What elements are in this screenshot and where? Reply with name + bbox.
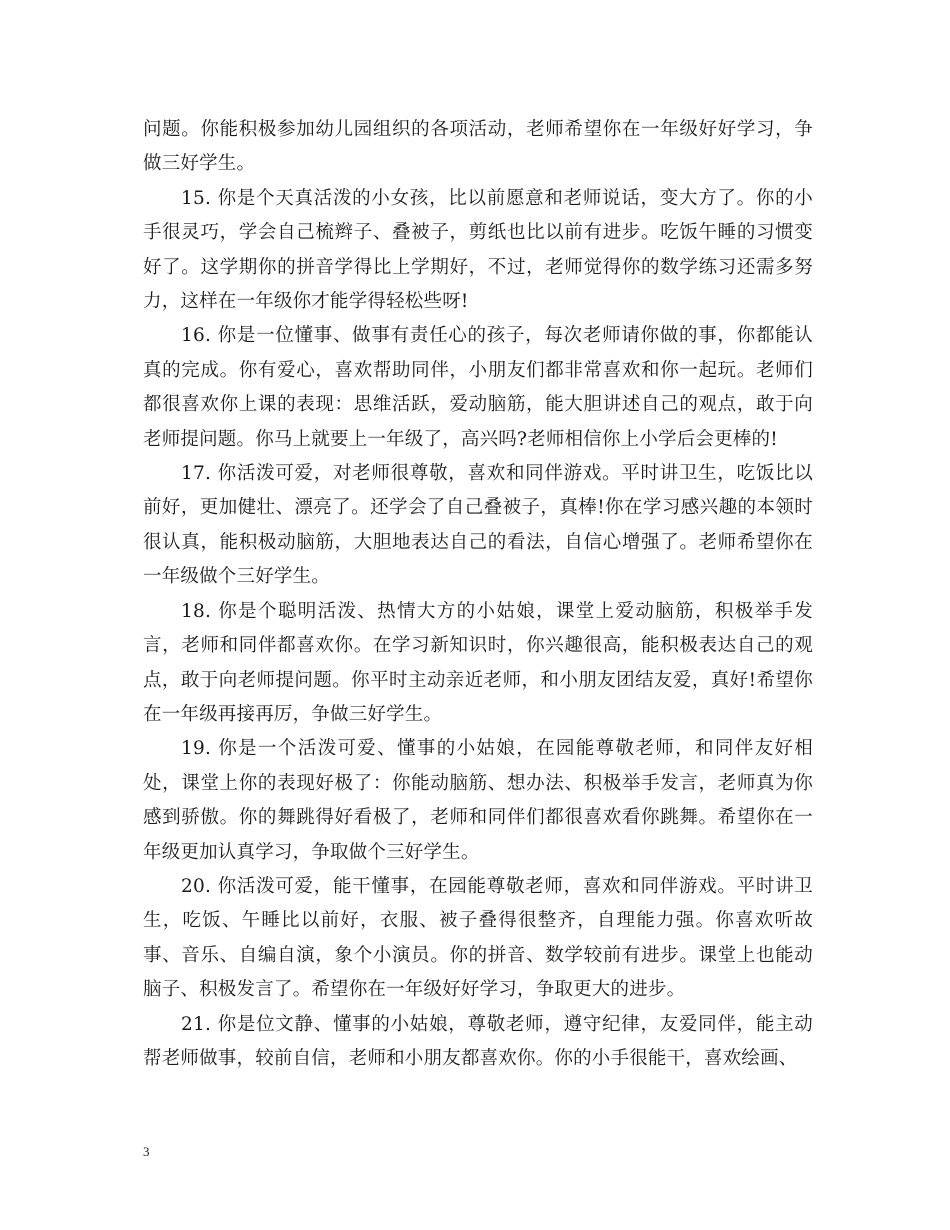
body-text [143,113,813,1076]
paragraph-18: 18. 你是个聪明活泼、热情大方的小姑娘，课堂上爱动脑筋，积极举手发言，老师和同伴都喜欢你。在学习新知识时，你兴趣很高，能积极表达自己的观点，敢于向老师提问题。你平时主动亲近老师，和小朋友团结友爱，真好!希望你在一年级再接再厉，争做三好学生。 [143,600,813,725]
paragraph-17: 17. 你活泼可爱，对老师很尊敬，喜欢和同伴游戏。平时讲卫生，吃饭比以前好，更加健壮、漂亮了。还学会了自己叠被子，真棒!你在学习感兴趣的本领时很认真，能积极动脑筋，大胆地表达自己的看法，自信心增强了。老师希望你在一年级做个三好学生。 [143,463,813,588]
page-number: 3 [143,1144,150,1159]
paragraph-21: 21. 你是位文静、懂事的小姑娘，尊敬老师，遵守纪律，友爱同伴，能主动帮老师做事，较前自信，老师和小朋友都喜欢你。你的小手很能干，喜欢绘画、 [143,1013,813,1069]
paragraph-continued: 问题。你能积极参加幼儿园组织的各项活动，老师希望你在一年级好好学习，争做三好学生。 [143,119,813,175]
paragraph-16: 16. 你是一位懂事、做事有责任心的孩子，每次老师请你做的事，你都能认真的完成。你有爱心，喜欢帮助同伴，小朋友们都非常喜欢和你一起玩。老师们都很喜欢你上课的表现：思维活跃，爱动脑筋，能大胆讲述自己的观点，敢于向老师提问题。你马上就要上一年级了，高兴吗?老师相信你上小学后会更棒的! [143,325,813,450]
paragraph-15: 15. 你是个天真活泼的小女孩，比以前愿意和老师说话，变大方了。你的小手很灵巧，学会自己梳辫子、叠被子，剪纸也比以前有进步。吃饭午睡的习惯变好了。这学期你的拼音学得比上学期好，不过，老师觉得你的数学练习还需多努力，这样在一年级你才能学得轻松些呀! [143,187,813,313]
paragraph-20: 20. 你活泼可爱，能干懂事，在园能尊敬老师，喜欢和同伴游戏。平时讲卫生，吃饭、午睡比以前好，衣服、被子叠得很整齐，自理能力强。你喜欢听故事、音乐、自编自演，象个小演员。你的拼音、数学较前有进步。课堂上也能动脑子、积极发言了。希望你在一年级好好学习，争取更大的进步。 [143,875,813,1001]
paragraph-19: 19. 你是一个活泼可爱、懂事的小姑娘，在园能尊敬老师，和同伴友好相处，课堂上你的表现好极了：你能动脑筋、想办法、积极举手发言，老师真为你感到骄傲。你的舞跳得好看极了，老师和同伴们都很喜欢看你跳舞。希望你在一年级更加认真学习，争取做个三好学生。 [143,738,813,863]
